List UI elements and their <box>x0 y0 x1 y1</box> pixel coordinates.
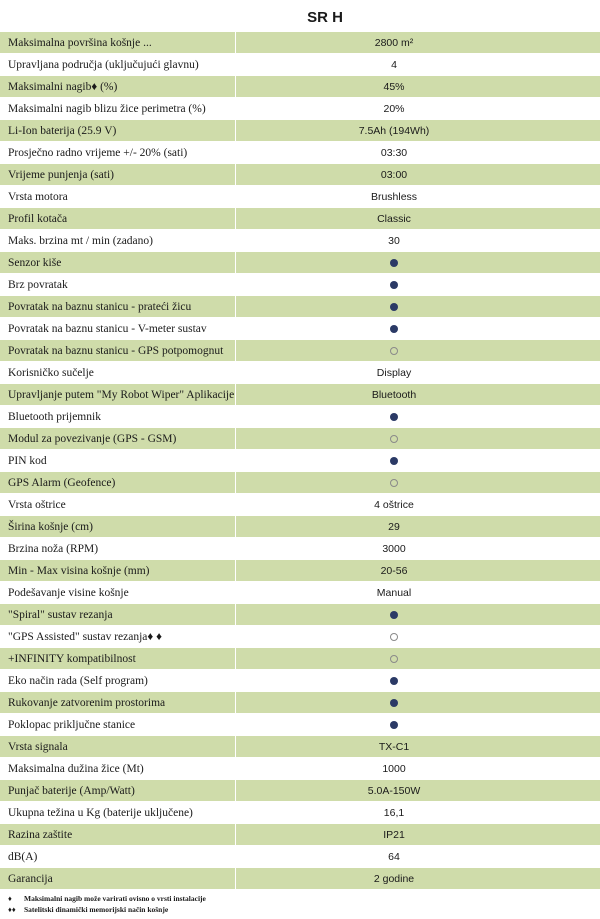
spec-value <box>236 648 600 670</box>
table-row <box>0 208 600 230</box>
table-row <box>0 428 600 450</box>
spec-label: Maksimalni nagib blizu žice perimetra (%) <box>0 98 236 120</box>
spec-label: Povratak na baznu stanicu - prateći žicu <box>0 296 236 318</box>
table-row <box>0 846 600 868</box>
table-row <box>0 384 600 406</box>
spec-value <box>236 340 600 362</box>
spec-value: 20-56 <box>236 560 600 582</box>
filled-dot-icon <box>390 281 398 289</box>
filled-dot-icon <box>390 611 398 619</box>
filled-dot-icon <box>390 259 398 267</box>
spec-label: Korisničko sučelje <box>0 362 236 384</box>
table-row <box>0 472 600 494</box>
spec-value: Manual <box>236 582 600 604</box>
spec-value: 03:00 <box>236 164 600 186</box>
spec-label: Garancija <box>0 868 236 890</box>
table-row <box>0 758 600 780</box>
spec-label: +INFINITY kompatibilnost <box>0 648 236 670</box>
spec-label: Maksimalna dužina žice (Mt) <box>0 758 236 780</box>
spec-value: 3000 <box>236 538 600 560</box>
table-row <box>0 54 600 76</box>
table-row <box>0 802 600 824</box>
table-row <box>0 736 600 758</box>
spec-value: Classic <box>236 208 600 230</box>
filled-dot-icon <box>390 413 398 421</box>
footnote-mark: ♦ <box>8 894 12 903</box>
spec-label: Brzina noža (RPM) <box>0 538 236 560</box>
spec-label: Brz povratak <box>0 274 236 296</box>
spec-value: Brushless <box>236 186 600 208</box>
spec-value: 30 <box>236 230 600 252</box>
table-row <box>0 318 600 340</box>
spec-label: Maksimalna površina košnje ... <box>0 32 236 54</box>
spec-value: 5.0A-150W <box>236 780 600 802</box>
spec-label: Maksimalni nagib♦ (%) <box>0 76 236 98</box>
spec-label: GPS Alarm (Geofence) <box>0 472 236 494</box>
table-row <box>0 362 600 384</box>
spec-value <box>236 428 600 450</box>
spec-label: Prosječno radno vrijeme +/- 20% (sati) <box>0 142 236 164</box>
spec-label: "Spiral" sustav rezanja <box>0 604 236 626</box>
model-name: SR H <box>307 9 343 26</box>
spec-value: 1000 <box>236 758 600 780</box>
filled-dot-icon <box>390 699 398 707</box>
table-row <box>0 538 600 560</box>
spec-value: 45% <box>236 76 600 98</box>
spec-value <box>236 714 600 736</box>
spec-label: Poklopac priključne stanice <box>0 714 236 736</box>
spec-value: Bluetooth <box>236 384 600 406</box>
spec-label: Upravljanje putem "My Robot Wiper" Aplikacije <box>0 384 236 406</box>
spec-value: TX-C1 <box>236 736 600 758</box>
table-row <box>0 76 600 98</box>
spec-label: Razina zaštite <box>0 824 236 846</box>
spec-value: 29 <box>236 516 600 538</box>
table-row <box>0 582 600 604</box>
filled-dot-icon <box>390 303 398 311</box>
spec-value: 4 <box>236 54 600 76</box>
table-row <box>0 516 600 538</box>
table-row <box>0 604 600 626</box>
spec-value <box>236 274 600 296</box>
table-row <box>0 142 600 164</box>
empty-dot-icon <box>390 479 398 487</box>
spec-label: Vrsta motora <box>0 186 236 208</box>
spec-value <box>236 406 600 428</box>
table-row <box>0 780 600 802</box>
footnote-mark: ♦♦ <box>8 905 16 914</box>
spec-value <box>236 692 600 714</box>
spec-label: Širina košnje (cm) <box>0 516 236 538</box>
table-row <box>0 186 600 208</box>
table-row <box>0 120 600 142</box>
footnote-text: Satelitski dinamički memorijski način košnje <box>24 905 169 914</box>
spec-label: Modul za povezivanje (GPS - GSM) <box>0 428 236 450</box>
filled-dot-icon <box>390 721 398 729</box>
spec-label: Profil kotača <box>0 208 236 230</box>
filled-dot-icon <box>390 325 398 333</box>
table-row <box>0 648 600 670</box>
spec-label: Eko način rada (Self program) <box>0 670 236 692</box>
spec-table <box>0 32 600 890</box>
spec-label: Ukupna težina u Kg (baterije uključene) <box>0 802 236 824</box>
spec-label: Povratak na baznu stanicu - GPS potpomognut <box>0 340 236 362</box>
table-row <box>0 450 600 472</box>
spec-value <box>236 472 600 494</box>
table-row <box>0 560 600 582</box>
empty-dot-icon <box>390 347 398 355</box>
footnote <box>8 904 206 915</box>
spec-value <box>236 252 600 274</box>
spec-label: Podešavanje visine košnje <box>0 582 236 604</box>
spec-label: PIN kod <box>0 450 236 472</box>
table-row <box>0 274 600 296</box>
spec-label: Povratak na baznu stanicu - V-meter sustav <box>0 318 236 340</box>
spec-value: Display <box>236 362 600 384</box>
spec-value: 4 oštrice <box>236 494 600 516</box>
table-row <box>0 340 600 362</box>
table-row <box>0 406 600 428</box>
spec-label: Vrsta oštrice <box>0 494 236 516</box>
spec-label: dB(A) <box>0 846 236 868</box>
spec-value <box>236 296 600 318</box>
spec-value <box>236 670 600 692</box>
table-row <box>0 626 600 648</box>
spec-value: 2800 m² <box>236 32 600 54</box>
table-row <box>0 824 600 846</box>
spec-value: 03:30 <box>236 142 600 164</box>
spec-label: Upravljana područja (uključujući glavnu) <box>0 54 236 76</box>
footnote <box>8 893 206 904</box>
spec-value: 7.5Ah (194Wh) <box>236 120 600 142</box>
table-row <box>0 868 600 890</box>
table-row <box>0 714 600 736</box>
spec-label: "GPS Assisted" sustav rezanja♦ ♦ <box>0 626 236 648</box>
spec-label: Maks. brzina mt / min (zadano) <box>0 230 236 252</box>
spec-value <box>236 604 600 626</box>
table-row <box>0 670 600 692</box>
filled-dot-icon <box>390 677 398 685</box>
spec-value <box>236 318 600 340</box>
spec-label: Senzor kiše <box>0 252 236 274</box>
table-row <box>0 692 600 714</box>
spec-label: Min - Max visina košnje (mm) <box>0 560 236 582</box>
spec-value: IP21 <box>236 824 600 846</box>
spec-value: 2 godine <box>236 868 600 890</box>
spec-value: 64 <box>236 846 600 868</box>
filled-dot-icon <box>390 457 398 465</box>
empty-dot-icon <box>390 655 398 663</box>
empty-dot-icon <box>390 633 398 641</box>
spec-label: Punjač baterije (Amp/Watt) <box>0 780 236 802</box>
table-row <box>0 296 600 318</box>
spec-label: Bluetooth prijemnik <box>0 406 236 428</box>
table-header <box>0 0 600 32</box>
table-row <box>0 252 600 274</box>
spec-value: 20% <box>236 98 600 120</box>
spec-label: Li-Ion baterija (25.9 V) <box>0 120 236 142</box>
spec-label: Vrsta signala <box>0 736 236 758</box>
table-row <box>0 164 600 186</box>
spec-value: 16,1 <box>236 802 600 824</box>
spec-label: Vrijeme punjenja (sati) <box>0 164 236 186</box>
table-row <box>0 98 600 120</box>
table-row <box>0 230 600 252</box>
spec-value <box>236 626 600 648</box>
footnotes <box>8 893 206 915</box>
table-row <box>0 32 600 54</box>
spec-label: Rukovanje zatvorenim prostorima <box>0 692 236 714</box>
empty-dot-icon <box>390 435 398 443</box>
table-row <box>0 494 600 516</box>
footnote-text: Maksimalni nagib može varirati ovisno o vrsti instalacije <box>24 894 206 903</box>
spec-value <box>236 450 600 472</box>
